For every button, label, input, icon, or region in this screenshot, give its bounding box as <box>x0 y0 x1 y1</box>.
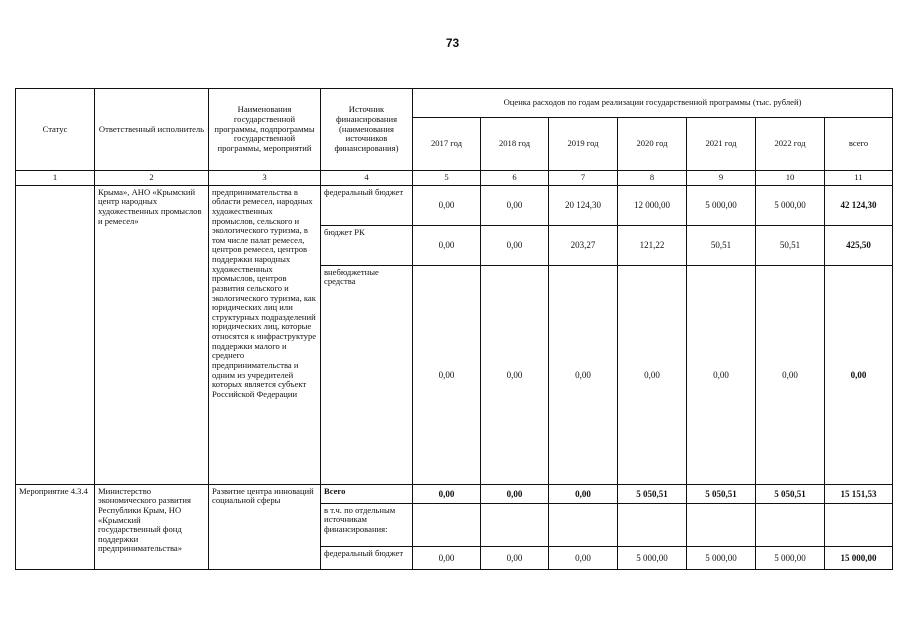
table-cell-total: 0,00 <box>825 265 893 484</box>
table-cell: 50,51 <box>756 225 825 265</box>
col-number: 8 <box>618 171 687 186</box>
block2-executor: Министерство экономического развития Республики Крым, НО «Крымский государственный фонд поддержки предпринимательства» <box>95 484 209 569</box>
header-program-name: Наименования государственной программы, подпрограммы государственной программы, мероприятий <box>209 89 321 171</box>
table-cell-total: 425,50 <box>825 225 893 265</box>
header-year-2020: 2020 год <box>618 118 687 171</box>
header-funding-source: Источник финансирования (наименования источников финансирования) <box>321 89 413 171</box>
table-cell: 0,00 <box>413 185 481 225</box>
table-cell: 0,00 <box>618 265 687 484</box>
table-cell: 0,00 <box>413 265 481 484</box>
col-number: 6 <box>481 171 549 186</box>
table-cell <box>413 503 481 546</box>
header-year-2021: 2021 год <box>687 118 756 171</box>
table-cell: 0,00 <box>413 484 481 503</box>
table-cell: 5 050,51 <box>687 484 756 503</box>
table-cell <box>549 503 618 546</box>
table-cell-total: 15 000,00 <box>825 546 893 569</box>
col-number: 9 <box>687 171 756 186</box>
table-cell: 0,00 <box>756 265 825 484</box>
table-cell: 0,00 <box>413 546 481 569</box>
table-cell: 5 000,00 <box>756 185 825 225</box>
block1-source: федеральный бюджет <box>321 185 413 225</box>
table-cell: 50,51 <box>687 225 756 265</box>
table-cell: 0,00 <box>481 265 549 484</box>
budget-table <box>15 88 893 570</box>
table-cell: 0,00 <box>687 265 756 484</box>
table-cell: 12 000,00 <box>618 185 687 225</box>
block2-status: Мероприятие 4.3.4 <box>16 484 95 569</box>
col-number: 5 <box>413 171 481 186</box>
header-status: Статус <box>16 89 95 171</box>
col-number: 11 <box>825 171 893 186</box>
header-estimate: Оценка расходов по годам реализации государственной программы (тыс. рублей) <box>413 89 893 118</box>
table-cell: 5 000,00 <box>618 546 687 569</box>
col-number: 4 <box>321 171 413 186</box>
header-year-2017: 2017 год <box>413 118 481 171</box>
table-cell: 0,00 <box>549 546 618 569</box>
table-cell-total: 15 151,53 <box>825 484 893 503</box>
block1-source: внебюджетные средства <box>321 265 413 484</box>
table-cell: 0,00 <box>413 225 481 265</box>
table-cell-total: 42 124,30 <box>825 185 893 225</box>
table-cell: 0,00 <box>549 265 618 484</box>
header-year-2018: 2018 год <box>481 118 549 171</box>
table-cell <box>687 503 756 546</box>
table-cell: 5 000,00 <box>756 546 825 569</box>
table-cell: 0,00 <box>481 225 549 265</box>
table-cell: 5 050,51 <box>756 484 825 503</box>
table-cell <box>756 503 825 546</box>
table-cell: 5 000,00 <box>687 185 756 225</box>
col-number: 3 <box>209 171 321 186</box>
block1-name: предпринимательства в области ремесел, народных художественных промыслов, сельского и экологического туризма, в том числе палат ремесел, центров ремесел, центров поддержки народных художественных промыслов, центров развития сельского и экологического туризма, как юридических лиц или структурных подразделений юридических лиц, которые относятся к инфраструктуре поддержки малого и среднего предпринимательства и одним из учредителей которых является субъект Российской Федерации <box>209 185 321 484</box>
block1-status <box>16 185 95 484</box>
block2-source: федеральный бюджет <box>321 546 413 569</box>
table-cell: 5 000,00 <box>687 546 756 569</box>
col-number: 2 <box>95 171 209 186</box>
col-number: 7 <box>549 171 618 186</box>
table-cell: 0,00 <box>481 546 549 569</box>
table-cell: 121,22 <box>618 225 687 265</box>
block1-source: бюджет РК <box>321 225 413 265</box>
table-cell: 0,00 <box>481 484 549 503</box>
table-cell-total <box>825 503 893 546</box>
header-year-2022: 2022 год <box>756 118 825 171</box>
table-cell: 5 050,51 <box>618 484 687 503</box>
table-cell <box>618 503 687 546</box>
header-total: всего <box>825 118 893 171</box>
table-cell: 20 124,30 <box>549 185 618 225</box>
col-number: 10 <box>756 171 825 186</box>
block2-name: Развитие центра инноваций социальной сферы <box>209 484 321 569</box>
block2-source: Всего <box>321 484 413 503</box>
table-cell: 0,00 <box>549 484 618 503</box>
block1-executor: Крыма», АНО «Крымский центр народных художественных промыслов и ремесел» <box>95 185 209 484</box>
table-cell <box>481 503 549 546</box>
col-number: 1 <box>16 171 95 186</box>
header-year-2019: 2019 год <box>549 118 618 171</box>
header-executor: Ответственный исполнитель <box>95 89 209 171</box>
block2-source: в т.ч. по отдельным источникам финансирования: <box>321 503 413 546</box>
page-number: 73 <box>445 36 460 50</box>
table-cell: 0,00 <box>481 185 549 225</box>
table-cell: 203,27 <box>549 225 618 265</box>
